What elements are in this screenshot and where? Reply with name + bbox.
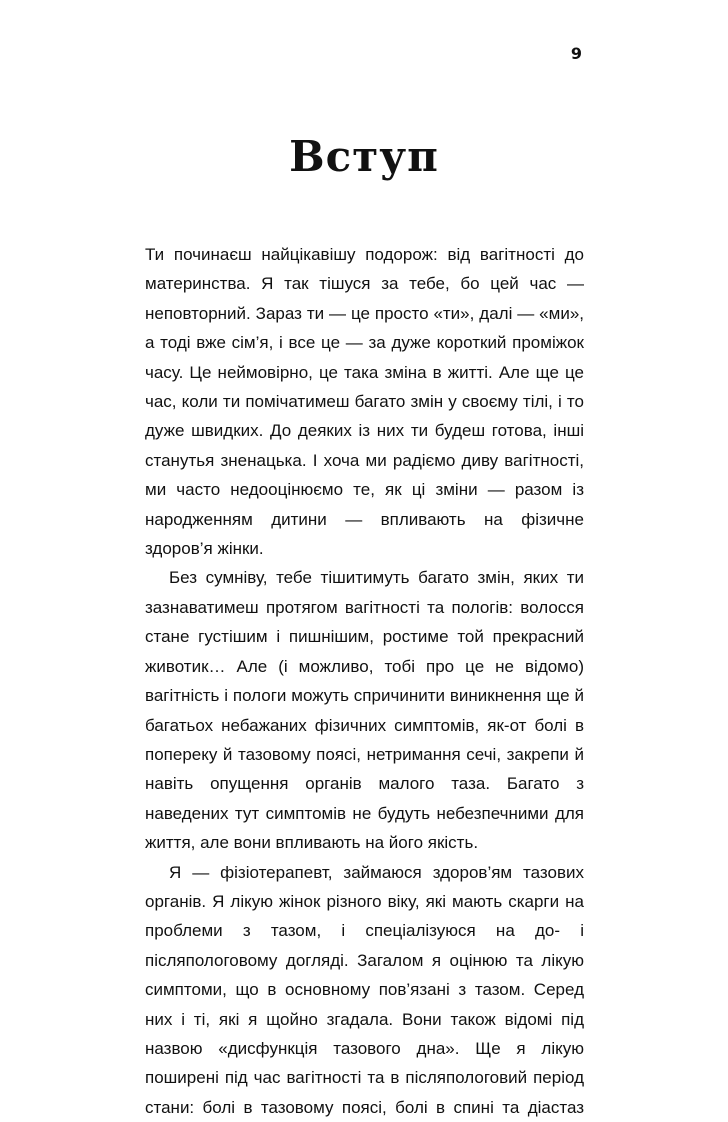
paragraph-1: Ти починаєш найцікавішу подорож: від вагітності до материнства. Я так тішуся за тебе, бо цей час — неповторний. Зараз ти — це просто «ти», далі — «ми», а тоді вже сім’я, і все це — за дуже короткий проміжок часу. Це неймовірно, це така зміна в житті. Але ще це час, коли ти помічатимеш багато змін у своєму тілі, і то дуже швидких. До деяких із них ти будеш готова, інші станутья зненацька. І хоча ми радіємо диву вагітності, ми часто недооцінюємо те, як ці зміни — разом із народженням дитини — впливають на фізичне здоров’я жінки. [145,245,584,559]
page-number: 9 [570,44,582,63]
paragraph-3: Я — фізіотерапевт, займаюся здоров’ям тазових органів. Я лікую жінок різного віку, які мають скарги на проблеми з тазом, і спеціалізуюся на до- і післяпологовому догляді. Загалом я оцінюю та лікую симптоми, що в основному пов’язані з тазом. Серед них і ті, які я щойно згадала. Вони також відомі під назвою «дисфункція тазового дна». Ще я лікую поширені під час вагітності та в післяпологовий період стани: болі в тазовому поясі, болі в спині та діастаз [145,862,584,1117]
chapter-title: Вступ [289,132,439,181]
body-text [145,240,584,1122]
paragraph-2: Без сумніву, тебе тішитимуть багато змін, яких ти зазнаватимеш протягом вагітності та пологів: волосся стане густішим і пишнішим, ростиме той прекрасний животик… Але (і можливо, тобі про це не відомо) вагітність і пологи можуть спричинити виникнення ще й багатьох небажаних фізичних симптомів, як-от болі в попереку й тазовому поясі, нетримання сечі, закрепи й навіть опущення органів малого таза. Багато з наведених тут симптомів не будуть небезпечними для життя, але вони впливають на його якість. [145,568,584,853]
